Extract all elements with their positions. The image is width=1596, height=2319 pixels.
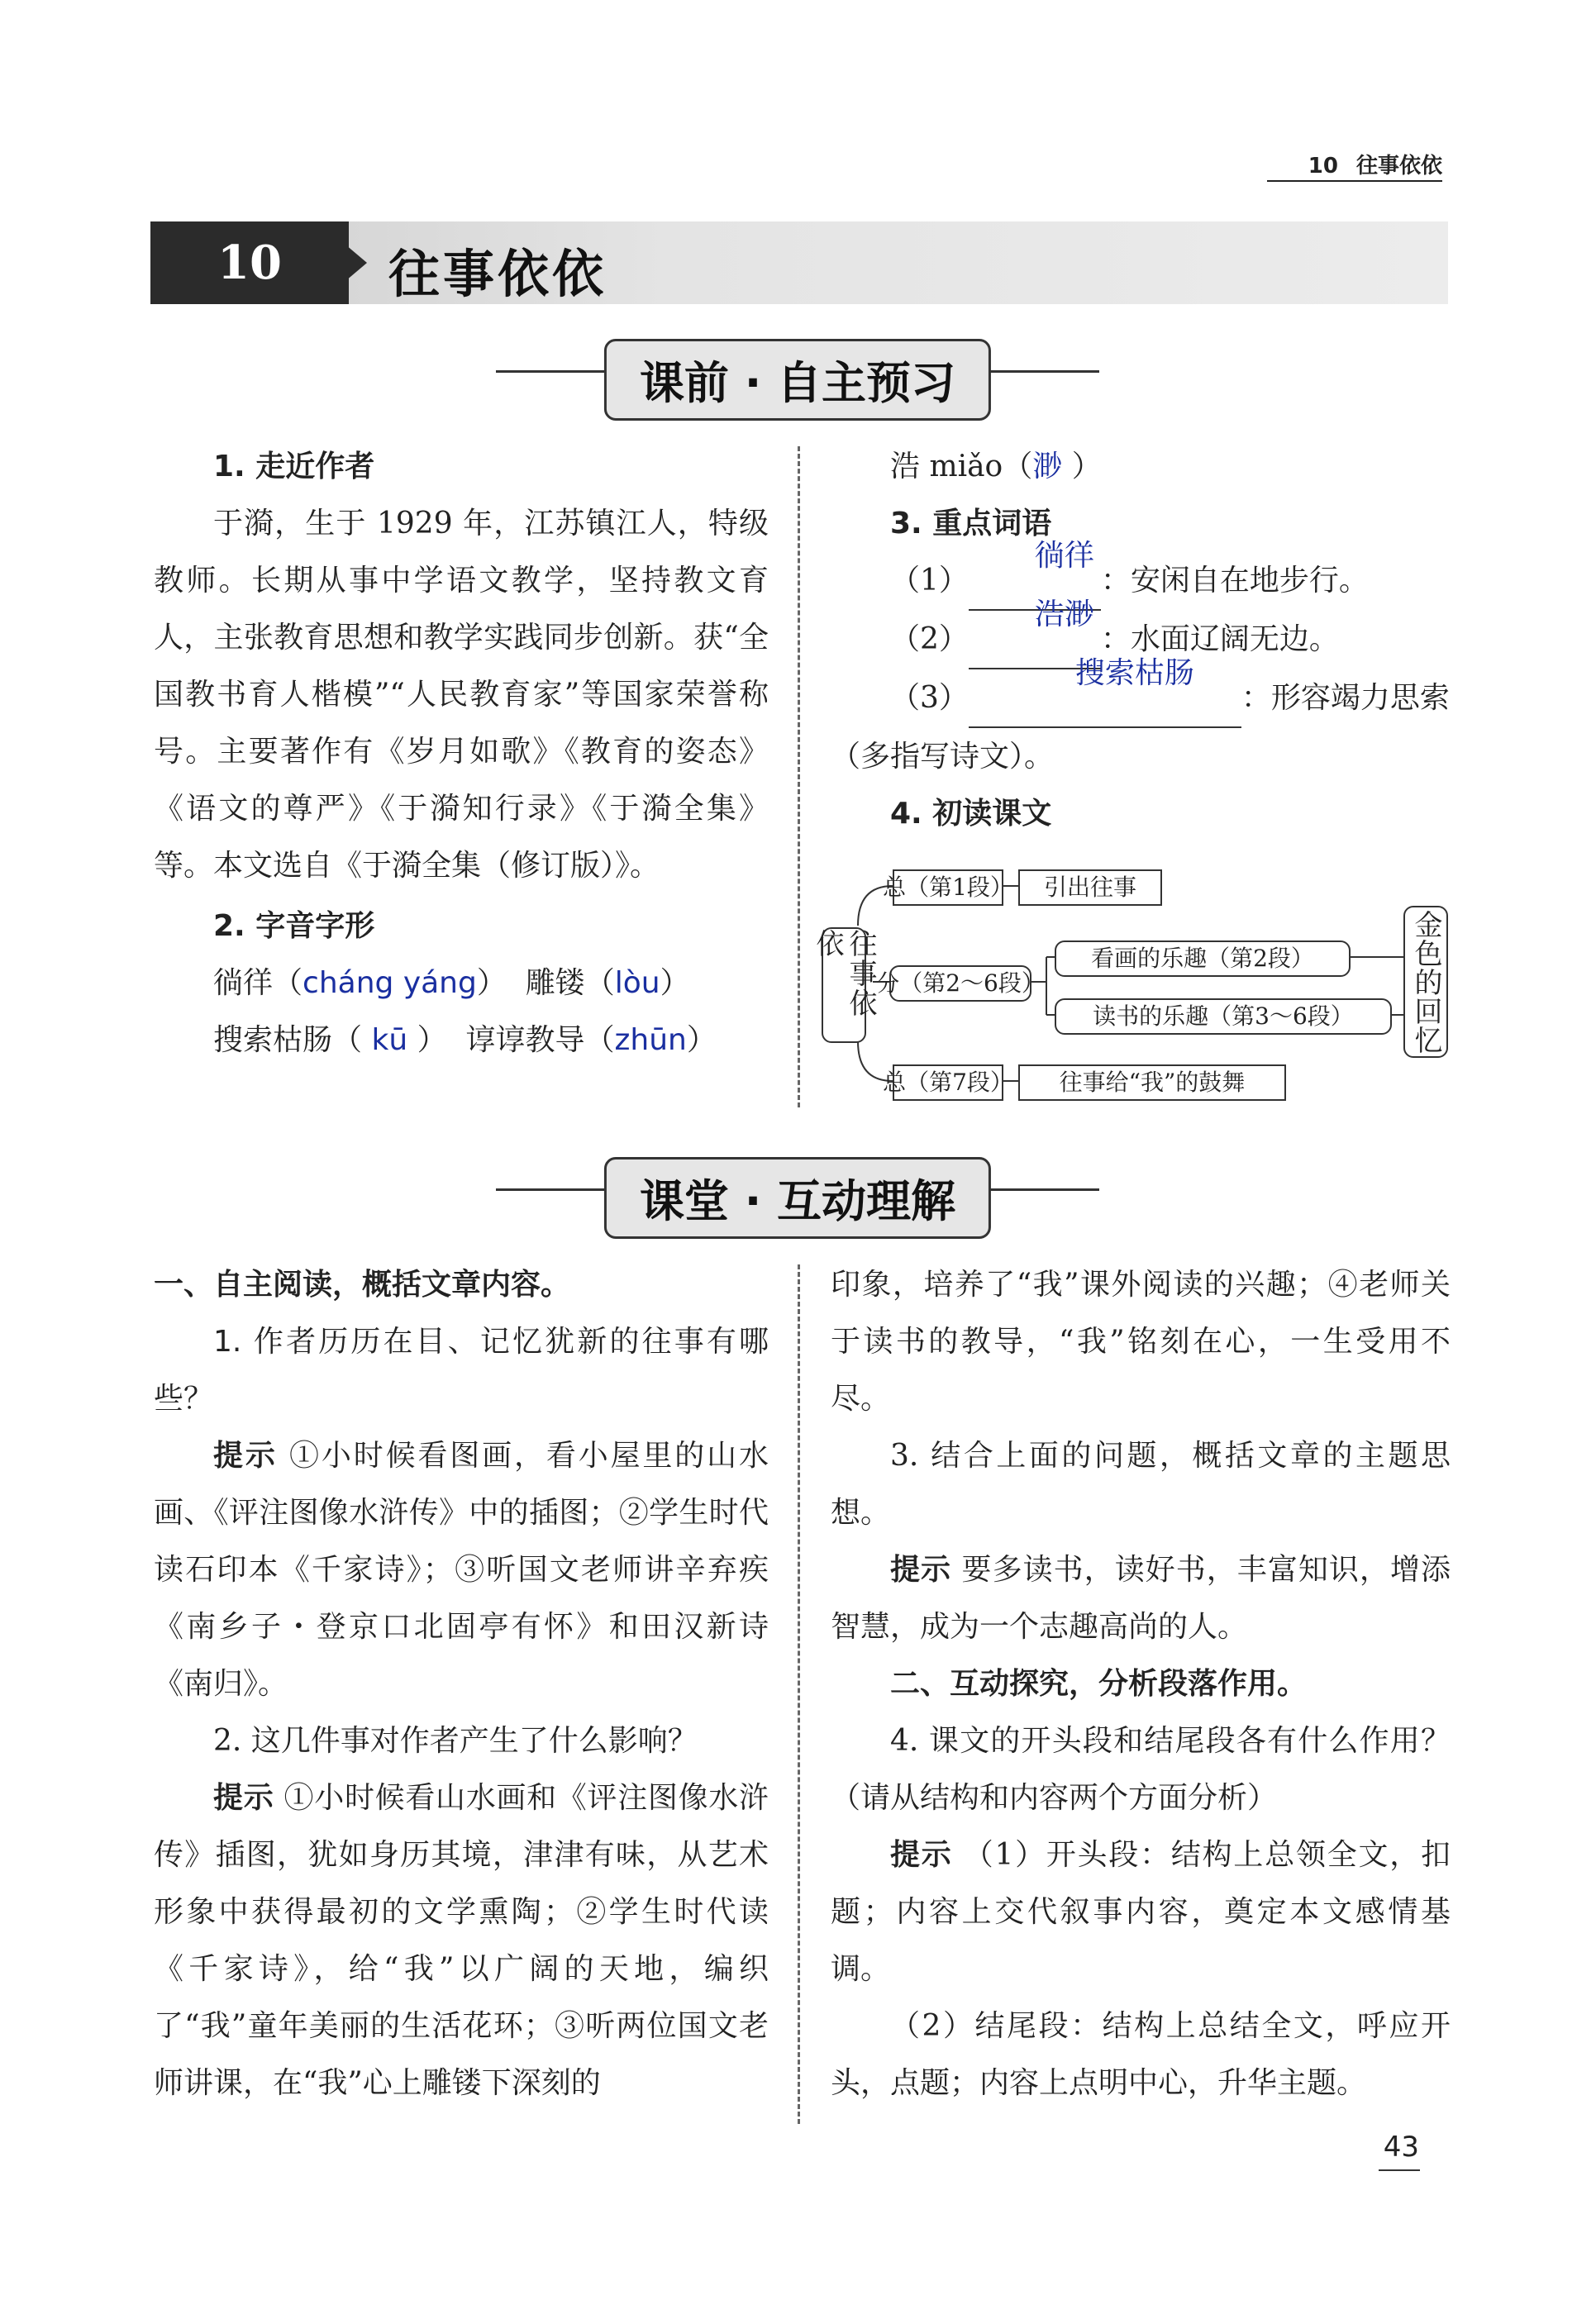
- answer-hint: 提示 要多读书，读好书，丰富知识，增添智慧，成为一个志趣高尚的人。: [831, 1553, 1451, 1644]
- structure-diagram: [811, 860, 1455, 1107]
- running-header: [1308, 149, 1442, 179]
- hint-label: 提示: [890, 1838, 953, 1872]
- banner-rule-left: [496, 370, 612, 373]
- question-title: 2. 字音字形: [213, 909, 375, 943]
- answer-blank: 浩渺: [969, 611, 1101, 669]
- section-title-preview: 课前 · 自主预习: [604, 339, 991, 421]
- question: 1. 作者历历在目、记忆犹新的往事有哪些？: [154, 1325, 769, 1416]
- page-number: 43: [1383, 2131, 1419, 2164]
- answer-blank: 搜索枯肠: [969, 669, 1241, 728]
- running-header-title: 往事依依: [1355, 154, 1442, 179]
- pinyin-answer: lòu: [614, 966, 660, 1000]
- pronunciation-row: 搜索枯肠（ kū ） 谆谆教导（zhūn）: [213, 1023, 717, 1057]
- word: 徜徉: [213, 966, 274, 1000]
- word: 谆谆教导: [465, 1023, 585, 1057]
- diagram-node-part-b: 读书的乐趣（第3～6段）: [1055, 998, 1392, 1035]
- question: 3. 结合上面的问题，概括文章的主题思想。: [831, 1439, 1451, 1530]
- diagram-node-total1: 总（第1段）: [893, 869, 1003, 906]
- pinyin-answer: kū: [371, 1023, 408, 1057]
- running-header-rule: [1267, 180, 1442, 182]
- question: 2. 这几件事对作者产生了什么影响？: [213, 1724, 698, 1758]
- part-title: 二、互动探究，分析段落作用。: [890, 1667, 1308, 1701]
- lesson-number: 10: [150, 221, 349, 304]
- part-title: 一、自主阅读，概括文章内容。: [154, 1268, 571, 1302]
- section-banner-classroom: [496, 1157, 1099, 1227]
- pinyin-answer: zhūn: [614, 1023, 687, 1057]
- question-title: 4. 初读课文: [890, 797, 1052, 831]
- lesson-arrow-icon: [345, 245, 367, 281]
- word: 搜索枯肠: [213, 1023, 333, 1057]
- question-title: 3. 重点词语: [890, 507, 1052, 540]
- question: 4. 课文的开头段和结尾段各有什么作用？（请从结构和内容两个方面分析）: [831, 1724, 1451, 1815]
- pronunciation-row: 徜徉（cháng yáng） 雕镂（lòu）: [213, 966, 690, 1000]
- author-intro: 于漪，生于 1929 年，江苏镇江人，特级教师。长期从事中学语文教学，坚持教文育人，主张教育思想和教学实践同步创新。获“全国教书育人楷模”“人民教育家”等国家荣誉称号。主要著作有《岁月如歌》《教育的姿态》《语文的尊严》《于漪知行录》《于漪全集》等。本文选自《于漪全集（修订版）》。: [154, 507, 769, 883]
- char-answer: 渺: [1032, 450, 1063, 483]
- lesson-title: 往事依依: [388, 244, 607, 304]
- banner-rule-right: [984, 370, 1099, 373]
- diagram-node-total2: 总（第7段）: [893, 1064, 1003, 1101]
- word: 雕镂: [525, 966, 585, 1000]
- pinyin-answer: cháng yáng: [303, 966, 477, 1000]
- vocab-item: （1） 徜徉 ：安闲自在地步行。: [831, 552, 1451, 611]
- diagram-memory: 金色的回忆: [1403, 906, 1448, 1058]
- class-right-column: [831, 1256, 1451, 2112]
- diagram-root: 往事依依: [822, 927, 866, 1043]
- vocab-item: （3） 搜索枯肠 ：形容竭力思索: [831, 669, 1451, 728]
- vocab-item: （2） 浩渺 ：水面辽阔无边。: [831, 611, 1451, 669]
- answer-blank: 徜徉: [969, 552, 1101, 611]
- diagram-node-part-a: 看画的乐趣（第2段）: [1055, 940, 1351, 977]
- answer-hint: 提示 ①小时候看山水画和《评注图像水浒传》插图，犹如身历其境，津津有味，从艺术形象中获得最初的文学熏陶；②学生时代读《千家诗》，给“我”以广阔的天地，编织了“我”童年美丽的生活花环；③听两位国文老师讲课，在“我”心上雕镂下深刻的: [154, 1781, 769, 2100]
- column-divider: [798, 446, 800, 1107]
- class-left-column: [154, 1256, 769, 2112]
- banner-rule-right: [984, 1188, 1099, 1191]
- preview-left-column: [154, 438, 769, 1069]
- section-title-classroom: 课堂 · 互动理解: [604, 1157, 991, 1239]
- hint-label: 提示: [213, 1781, 274, 1815]
- hint-label: 提示: [213, 1439, 278, 1473]
- diagram-note-total2: 往事给“我”的鼓舞: [1018, 1064, 1286, 1101]
- answer-hint-cont: 印象，培养了“我”课外阅读的兴趣；④老师关于读书的教导，“我”铭刻在心，一生受用不尽。: [831, 1268, 1451, 1416]
- running-header-number: 10: [1308, 154, 1338, 179]
- hint-label: 提示: [890, 1553, 952, 1587]
- answer-hint: 提示 ①小时候看图画，看小屋里的山水画、《评注图像水浒传》中的插图；②学生时代读石印本《千家诗》；③听国文老师讲辛弃疾《南乡子・登京口北固亭有怀》和田汉新诗《南归》。: [154, 1439, 769, 1701]
- section-banner-preview: [496, 339, 1099, 409]
- diagram-node-part: 分（第2～6段）: [889, 965, 1031, 1002]
- pinyin-row: 浩 miǎo（渺 ）: [890, 450, 1102, 483]
- diagram-note-total1: 引出往事: [1018, 869, 1162, 906]
- question-title: 1. 走近作者: [213, 450, 375, 483]
- answer-hint: （2）结尾段：结构上总结全文，呼应开头，点题；内容上点明中心，升华主题。: [831, 2009, 1451, 2100]
- preview-right-column: [831, 438, 1451, 842]
- column-divider: [798, 1264, 800, 2124]
- page-number-rule: [1379, 2169, 1420, 2171]
- banner-rule-left: [496, 1188, 612, 1191]
- vocab-item-cont: （多指写诗文）。: [831, 740, 1055, 774]
- answer-hint: 提示 （1）开头段：结构上总领全文，扣题；内容上交代叙事内容，奠定本文感情基调。: [831, 1838, 1451, 1986]
